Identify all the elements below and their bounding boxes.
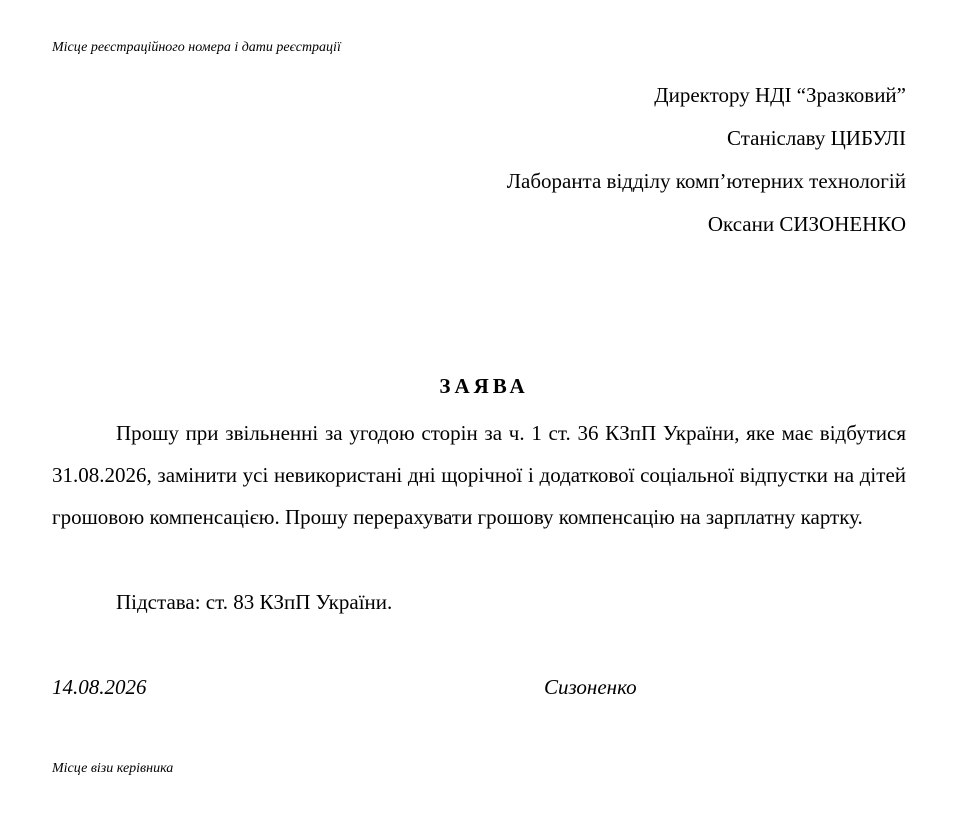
signature: Сизоненко	[544, 675, 637, 699]
statement-body: Прошу при звільненні за угодою сторін за ч. 1 ст. 36 КЗпП України, яке має відбутися 31.08.2026, замінити усі невикористані дні щорічної і додаткової соціальної відпустки на дітей грошовою компенсацією. Прошу перерахувати грошову компенсацію на зарплатну картку.	[52, 421, 906, 529]
registration-note: Місце реєстраційного номера і дати реєстрації	[52, 40, 341, 55]
addressee-line-sender-position: Лаборанта відділу комп’ютерних технологій	[506, 169, 906, 193]
document-date: 14.08.2026	[52, 675, 147, 699]
addressee-line-director-name: Станіславу ЦИБУЛІ	[726, 126, 906, 150]
document-title: ЗАЯВА	[439, 374, 529, 398]
visa-note: Місце візи керівника	[52, 761, 174, 776]
addressee-line-director: Директору НДІ “Зразковий”	[654, 83, 906, 107]
addressee-line-sender-name: Оксани СИЗОНЕНКО	[707, 212, 906, 236]
legal-basis: Підстава: ст. 83 КЗпП України.	[116, 590, 393, 614]
addressee-block	[507, 74, 906, 246]
